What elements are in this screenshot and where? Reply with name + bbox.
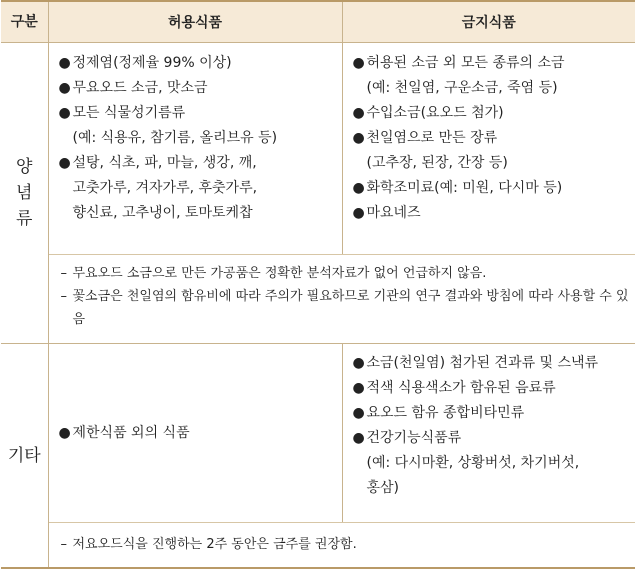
list-item: ● 모든 식물성기름류 (예: 식용유, 참기름, 올리브유 등) bbox=[58, 105, 278, 146]
note-line: – 저요오드식을 진행하는 2주 동안은 금주를 권장함. bbox=[60, 537, 357, 552]
other-category: 기타 bbox=[1, 344, 48, 569]
note-line: – 무요오드 소금으로 만든 가공품은 정확한 분석자료가 없어 언급하지 않음. bbox=[60, 266, 487, 281]
list-item: ● 화학조미료(예: 미원, 다시마 등) bbox=[352, 180, 563, 196]
list-item: ● 적색 식용색소가 함유된 음료류 bbox=[352, 380, 556, 396]
other-row bbox=[1, 344, 635, 523]
list-item: ● 수입소금(요오드 첨가) bbox=[352, 105, 504, 121]
list-item: ● 마요네즈 bbox=[352, 205, 421, 221]
other-forbidden-cell bbox=[342, 344, 635, 523]
header-category: 구분 bbox=[1, 1, 48, 43]
seasoning-forbidden-list bbox=[353, 51, 630, 226]
list-item: ● 정제염(정제율 99% 이상) bbox=[58, 55, 232, 71]
other-allowed-list bbox=[59, 421, 336, 446]
other-forbidden-list bbox=[353, 351, 630, 501]
list-item: ● 요오드 함유 종합비타민류 bbox=[352, 405, 525, 421]
list-item: ● 건강기능식품류 (예: 다시마환, 상황버섯, 차기버섯, 홍삼) bbox=[352, 430, 580, 496]
seasoning-notes bbox=[48, 255, 635, 344]
other-allowed-cell bbox=[48, 344, 342, 523]
list-item: ● 소금(천일염) 첨가된 견과류 및 스낵류 bbox=[352, 355, 599, 371]
food-guide-table bbox=[1, 0, 635, 569]
header-row bbox=[1, 1, 635, 43]
list-item: ● 허용된 소금 외 모든 종류의 소금 (예: 천일염, 구운소금, 죽염 등) bbox=[352, 55, 565, 96]
header-allowed: 허용식품 bbox=[48, 1, 342, 43]
seasoning-allowed-list bbox=[59, 51, 336, 226]
list-item: ● 무요오드 소금, 맛소금 bbox=[58, 80, 208, 96]
list-item: ● 제한식품 외의 식품 bbox=[58, 424, 190, 441]
seasoning-forbidden-cell bbox=[342, 43, 635, 255]
seasoning-allowed-cell bbox=[48, 43, 342, 255]
list-item: ● 설탕, 식초, 파, 마늘, 생강, 깨, 고춧가루, 겨자가루, 후춧가루, 향신료, 고추냉이, 토마토케찹 bbox=[58, 155, 258, 221]
list-item: ● 천일염으로 만든 장류 (고추장, 된장, 간장 등) bbox=[352, 130, 508, 171]
seasoning-category: 양 념 류 bbox=[1, 43, 48, 344]
note-line: – 꽃소금은 천일염의 함유비에 따라 주의가 필요하므로 기관의 연구 결과와 방침에 따라 사용할 수 있음 bbox=[60, 289, 629, 327]
seasoning-notes-row bbox=[1, 255, 635, 344]
other-notes bbox=[48, 523, 635, 569]
seasoning-row bbox=[1, 43, 635, 255]
header-forbidden: 금지식품 bbox=[342, 1, 635, 43]
other-notes-row bbox=[1, 523, 635, 569]
